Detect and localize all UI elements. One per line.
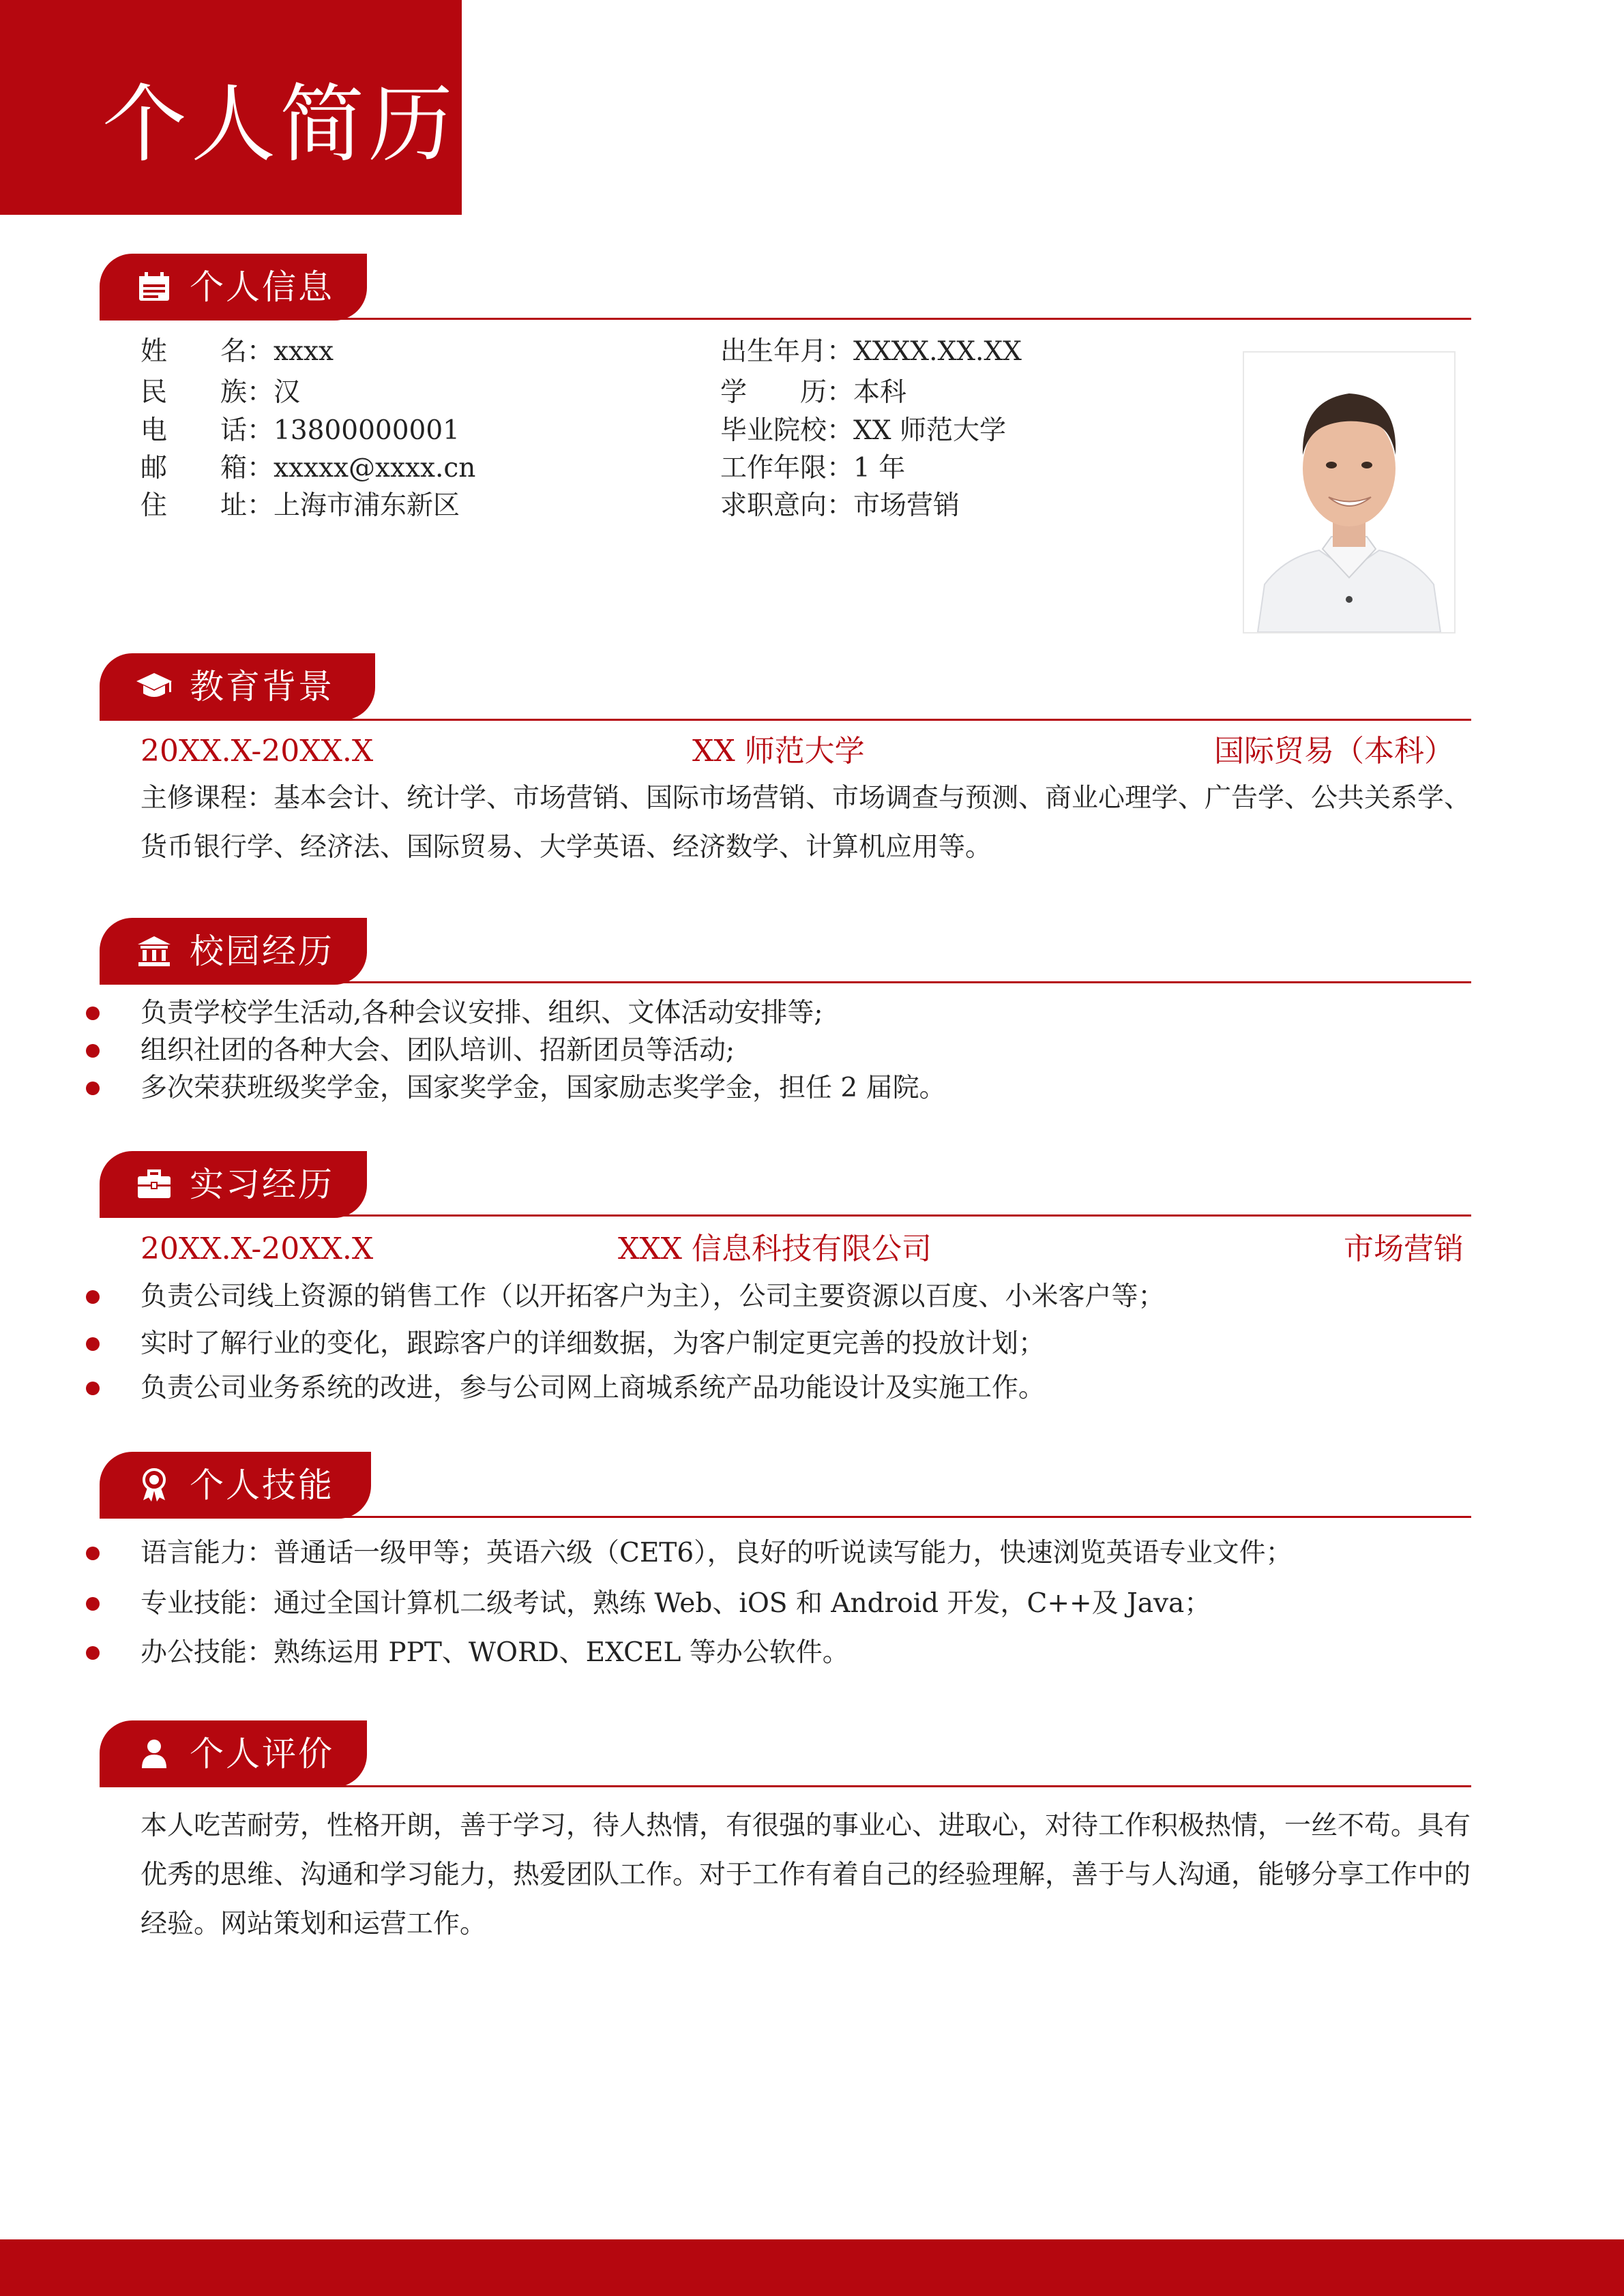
info-address: 住 址：上海市浦东新区 — [141, 490, 460, 521]
profile-photo — [1243, 351, 1456, 633]
section-divider — [100, 1214, 1471, 1217]
bullet-icon — [86, 1007, 100, 1020]
page-title: 个人简历 — [102, 76, 458, 174]
graduation-cap-icon — [135, 668, 173, 706]
internship-period: 20XX.X-20XX.X — [141, 1232, 374, 1266]
internship-item: 负责公司线上资源的销售工作（以开拓客户为主），公司主要资源以百度、小米客户等； — [141, 1279, 1165, 1315]
section-tab — [100, 1151, 367, 1218]
section-tab — [100, 1452, 371, 1519]
section-divider — [100, 981, 1471, 983]
skill-item: 专业技能：通过全国计算机二级考试，熟练 Web、iOS 和 Android 开发，C++及 Java； — [141, 1586, 1211, 1622]
section-header-education — [100, 653, 367, 720]
bullet-icon — [86, 1597, 100, 1611]
info-phone: 电 话：13800000001 — [141, 415, 460, 446]
section-divider — [100, 1785, 1471, 1787]
section-title-skills: 个人技能 — [190, 1465, 334, 1505]
education-period: 20XX.X-20XX.X — [141, 734, 374, 769]
section-header-info — [100, 254, 367, 320]
bullet-icon — [86, 1290, 100, 1304]
section-tab — [100, 653, 375, 720]
info-ethnicity: 民 族：汉 — [141, 377, 301, 408]
footer-bar — [0, 2239, 1624, 2296]
info-birth: 出生年月：XXXX.XX.XX — [720, 336, 1022, 367]
campus-item: 多次荣获班级奖学金，国家奖学金，国家励志奖学金，担任 2 届院。 — [141, 1071, 946, 1106]
internship-company: XXX 信息科技有限公司 — [618, 1232, 932, 1266]
section-header-campus — [100, 918, 367, 985]
section-header-skills — [100, 1452, 367, 1519]
info-school: 毕业院校：XX 师范大学 — [720, 415, 1006, 446]
bullet-icon — [86, 1044, 100, 1058]
bullet-icon — [86, 1082, 100, 1095]
calendar-icon — [135, 268, 173, 306]
campus-item: 组织社团的各种大会、团队培训、招新团员等活动; — [141, 1033, 735, 1069]
section-title-evaluation: 个人评价 — [190, 1734, 334, 1774]
internship-item: 负责公司业务系统的改进，参与公司网上商城系统产品功能设计及实施工作。 — [141, 1371, 1045, 1406]
section-header-internship — [100, 1151, 367, 1218]
campus-item: 负责学校学生活动,各种会议安排、组织、文体活动安排等; — [141, 996, 823, 1031]
award-ribbon-icon — [135, 1466, 173, 1504]
section-title-info: 个人信息 — [190, 267, 334, 307]
bullet-icon — [86, 1646, 100, 1660]
bullet-icon — [86, 1337, 100, 1351]
section-tab — [100, 1720, 367, 1787]
institution-icon — [135, 932, 173, 970]
education-courses: 主修课程：基本会计、统计学、市场营销、国际市场营销、市场调查与预测、商业心理学、广告学、公共关系学、货币银行学、经济法、国际贸易、大学英语、经济数学、计算机应用等。 — [141, 783, 1471, 863]
education-school: XX 师范大学 — [692, 734, 865, 769]
section-title-internship: 实习经历 — [190, 1165, 334, 1204]
internship-position: 市场营销 — [1344, 1232, 1464, 1266]
section-tab — [100, 254, 367, 320]
user-icon — [135, 1735, 173, 1773]
internship-item: 实时了解行业的变化，跟踪客户的详细数据，为客户制定更完善的投放计划； — [141, 1326, 1045, 1362]
section-tab — [100, 918, 367, 985]
info-objective: 求职意向：市场营销 — [720, 490, 960, 521]
section-divider — [100, 719, 1471, 721]
section-title-education: 教育背景 — [190, 667, 334, 706]
section-header-evaluation — [100, 1720, 367, 1787]
info-name: 姓 名：xxxx — [141, 336, 334, 367]
section-divider — [100, 1516, 1471, 1518]
bullet-icon — [86, 1382, 100, 1395]
section-divider — [100, 318, 1471, 320]
info-years: 工作年限：1 年 — [720, 453, 906, 483]
section-title-campus: 校园经历 — [190, 931, 334, 971]
info-degree: 学 历：本科 — [720, 377, 907, 408]
skill-item: 语言能力：普通话一级甲等；英语六级（CET6），良好的听说读写能力，快速浏览英语专业文件； — [141, 1536, 1293, 1571]
skill-item: 办公技能：熟练运用 PPT、WORD、EXCEL 等办公软件。 — [141, 1635, 849, 1671]
title-banner — [0, 0, 462, 215]
bullet-icon — [86, 1547, 100, 1560]
info-email: 邮 箱：xxxxx@xxxx.cn — [141, 453, 476, 483]
briefcase-icon — [135, 1165, 173, 1204]
evaluation-text: 本人吃苦耐劳，性格开朗，善于学习，待人热情，有很强的事业心、进取心，对待工作积极热情，一丝不苟。具有优秀的思维、沟通和学习能力，热爱团队工作。对于工作有着自己的经验理解，善于与人沟通，能够分享工作中的经验。网站策划和运营工作。 — [141, 1810, 1471, 1939]
education-major: 国际贸易（本科） — [1214, 734, 1454, 769]
